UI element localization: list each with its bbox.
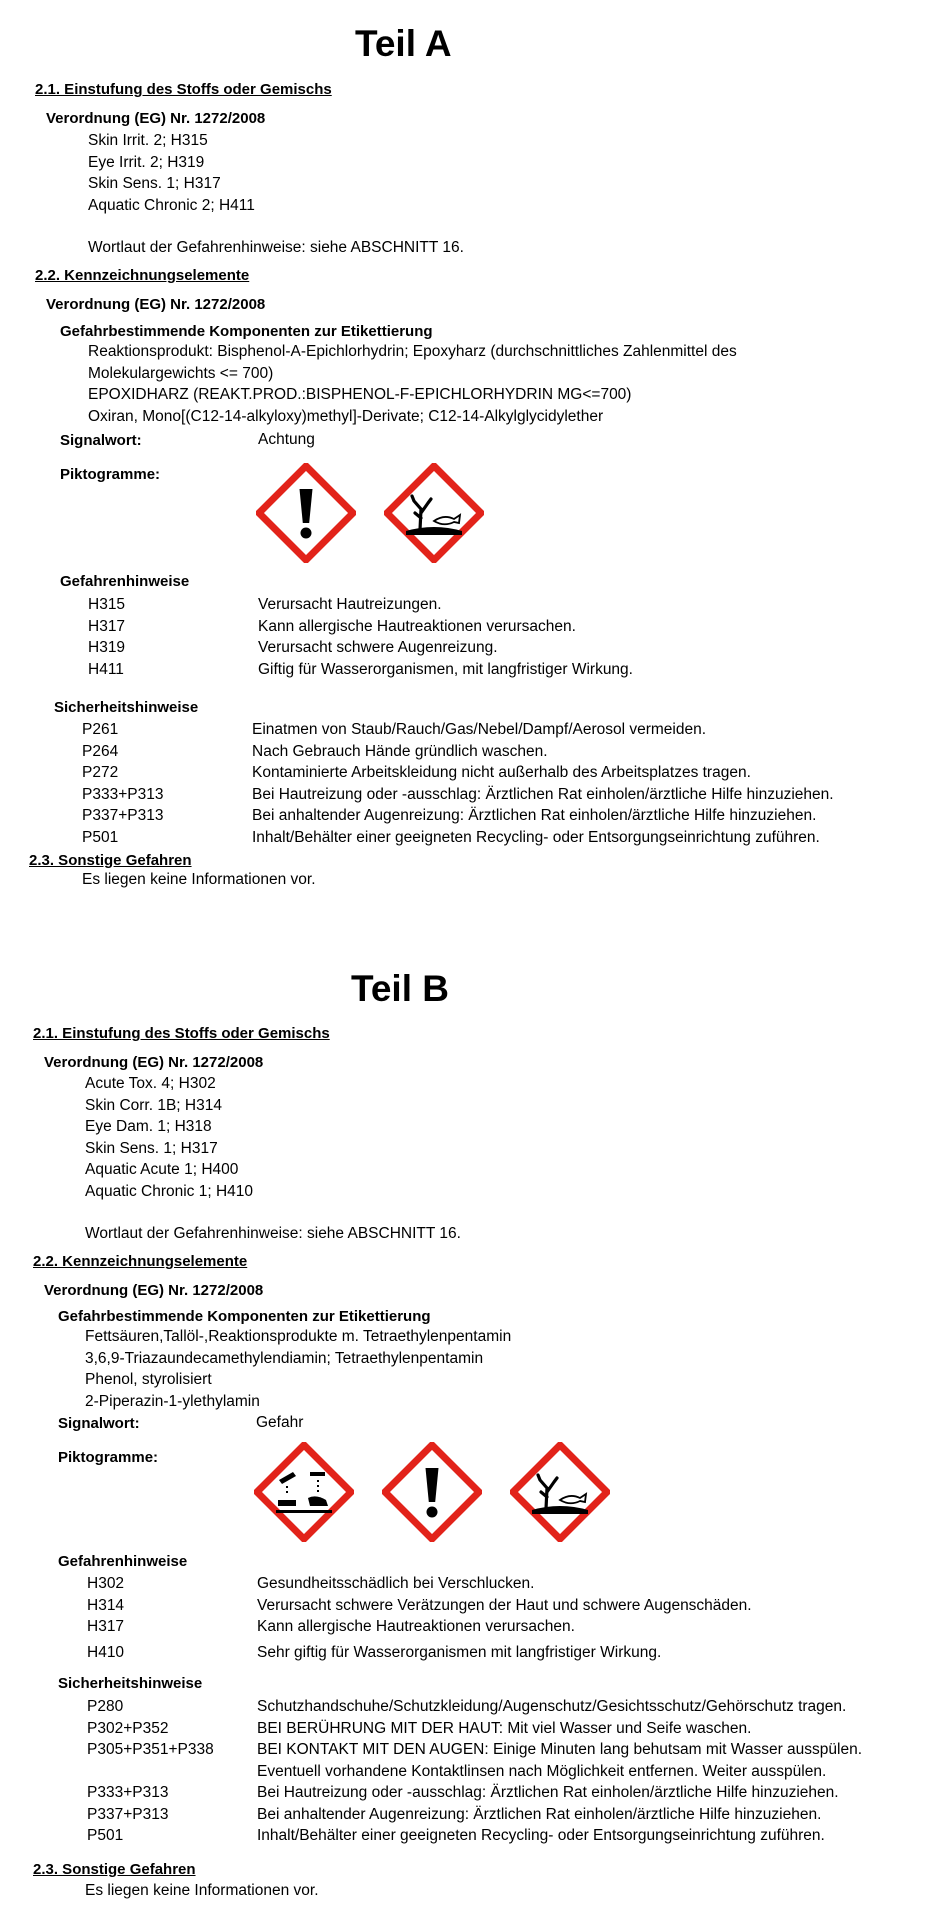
classification-list [88, 130, 255, 216]
precaution-row [87, 1739, 862, 1761]
regulation-label: Verordnung (EG) Nr. 1272/2008 [46, 110, 266, 127]
signal-word-label: Signalwort: [58, 1415, 140, 1432]
pictograms-label: Piktogramme: [58, 1449, 159, 1466]
section-2-3-heading: 2.3. Sonstige Gefahren [29, 852, 192, 869]
hazard-code: H317 [88, 617, 126, 635]
precaution-row [82, 784, 834, 806]
components-heading: Gefahrbestimmende Komponenten zur Etikettierung [60, 323, 433, 340]
signal-word-value: Gefahr [256, 1414, 304, 1431]
precaution-code: P337+P313 [82, 807, 164, 824]
precaution-text: BEI KONTAKT MIT DEN AUGEN: Einige Minuten lang behutsam mit Wasser ausspülen. [257, 1741, 863, 1758]
hazard-text: Verursacht schwere Augenreizung. [258, 639, 498, 656]
precaution-text: Schutzhandschuhe/Schutzkleidung/Augenschutz/Gesichtsschutz/Gehörschutz tragen. [257, 1698, 847, 1715]
classification-item: Aquatic Acute 1; H400 [85, 1161, 239, 1178]
hazard-code: H411 [88, 660, 124, 678]
precaution-text: Inhalt/Behälter einer geeigneten Recycling- oder Entsorgungseinrichtung zuführen. [252, 828, 820, 846]
hazard-statements-heading: Gefahrenhinweise [58, 1553, 188, 1570]
hazard-text: Giftig für Wasserorganismen, mit langfristiger Wirkung. [258, 660, 633, 678]
component-item: EPOXIDHARZ (REAKT.PROD.:BISPHENOL-F-EPICHLORHYDRIN MG<=700) [88, 386, 632, 403]
hazard-row [87, 1573, 752, 1595]
precaution-code [87, 1761, 257, 1783]
precaution-text: Bei Hautreizung oder -ausschlag: Ärztlichen Rat einholen/ärztliche Hilfe hinzuziehen. [257, 1784, 839, 1801]
regulation-label: Verordnung (EG) Nr. 1272/2008 [44, 1054, 264, 1071]
hazard-text: Sehr giftig für Wasserorganismen mit langfristiger Wirkung. [257, 1643, 662, 1661]
classification-item: Skin Sens. 1; H317 [85, 1139, 218, 1157]
classification-item: Aquatic Chronic 2; H411 [88, 196, 255, 214]
section-2-3-heading: 2.3. Sonstige Gefahren [33, 1861, 196, 1878]
pictograms-label: Piktogramme: [60, 466, 161, 483]
components-list [85, 1326, 511, 1412]
precaution-code: P333+P313 [87, 1784, 169, 1801]
classification-item: Acute Tox. 4; H302 [85, 1075, 216, 1092]
classification-list [85, 1073, 253, 1202]
precaution-code: P337+P313 [87, 1805, 169, 1823]
precautionary-statements-heading: Sicherheitshinweise [58, 1675, 203, 1692]
precaution-code: P302+P352 [87, 1719, 169, 1737]
precaution-text: Eventuell vorhandene Kontaktlinsen nach Möglichkeit entfernen. Weiter ausspülen. [257, 1762, 827, 1780]
classification-item: Skin Sens. 1; H317 [88, 175, 221, 192]
precaution-row [82, 827, 834, 849]
precaution-text: BEI BERÜHRUNG MIT DER HAUT: Mit viel Wasser und Seife waschen. [257, 1719, 752, 1737]
precaution-code: P305+P351+P338 [87, 1741, 214, 1758]
precaution-code: P272 [82, 764, 119, 781]
part-b-title: Teil B [351, 968, 449, 1009]
hazard-text: Kann allergische Hautreaktionen verursachen. [258, 617, 576, 635]
signal-word-value: Achtung [258, 431, 315, 448]
section-2-2-heading: 2.2. Kennzeichnungselemente [33, 1253, 248, 1270]
component-item: Phenol, styrolisiert [85, 1371, 212, 1388]
precaution-row [82, 741, 834, 763]
hazard-text: Verursacht Hautreizungen. [258, 596, 442, 613]
hazard-row [88, 616, 633, 638]
precaution-row [87, 1825, 862, 1847]
classification-item: Skin Corr. 1B; H314 [85, 1096, 222, 1114]
precaution-row [87, 1761, 862, 1783]
precaution-text: Bei Hautreizung oder -ausschlag: Ärztlichen Rat einholen/ärztliche Hilfe hinzuziehen. [252, 785, 834, 803]
precaution-text: Nach Gebrauch Hände gründlich waschen. [252, 742, 548, 760]
component-item: Fettsäuren,Tallöl-,Reaktionsprodukte m. Tetraethylenpentamin [85, 1328, 512, 1345]
pictogram-row [254, 1442, 638, 1542]
hazard-statements-heading: Gefahrenhinweise [60, 573, 190, 590]
component-item: 3,6,9-Triazaundecamethylendiamin; Tetraethylenpentamin [85, 1349, 484, 1367]
environment-icon [510, 1442, 610, 1542]
hazard-statements-list [88, 594, 633, 680]
precaution-code: P264 [82, 742, 119, 760]
hazard-code: H302 [87, 1575, 125, 1592]
part-a-title: Teil A [355, 23, 452, 64]
hazard-code: H314 [87, 1596, 125, 1614]
precaution-code: P280 [87, 1698, 124, 1715]
hazard-code: H319 [88, 639, 126, 656]
regulation-label: Verordnung (EG) Nr. 1272/2008 [44, 1282, 264, 1299]
wording-note: Wortlaut der Gefahrenhinweise: siehe ABSCHNITT 16. [85, 1225, 461, 1242]
precaution-row [82, 762, 834, 784]
precaution-row [87, 1804, 862, 1826]
precaution-row [82, 719, 834, 741]
classification-item: Skin Irrit. 2; H315 [88, 132, 208, 149]
components-heading: Gefahrbestimmende Komponenten zur Etikettierung [58, 1308, 431, 1325]
hazard-row [87, 1616, 752, 1638]
hazard-code: H315 [88, 596, 126, 613]
environment-icon [384, 463, 484, 563]
precautionary-statements-heading: Sicherheitshinweise [54, 699, 199, 716]
component-item: Reaktionsprodukt: Bisphenol-A-Epichlorhydrin; Epoxyharz (durchschnittliches Zahlenmittel des [88, 343, 737, 360]
hazard-code: H317 [87, 1618, 125, 1635]
hazard-row [87, 1642, 752, 1664]
regulation-label: Verordnung (EG) Nr. 1272/2008 [46, 296, 266, 313]
section-2-1-heading: 2.1. Einstufung des Stoffs oder Gemischs [35, 81, 332, 98]
hazard-row [88, 594, 633, 616]
pictogram-row [256, 463, 512, 563]
section-2-1-heading: 2.1. Einstufung des Stoffs oder Gemischs [33, 1025, 330, 1042]
classification-item: Eye Dam. 1; H318 [85, 1118, 212, 1135]
hazard-text: Verursacht schwere Verätzungen der Haut und schwere Augenschäden. [257, 1596, 752, 1614]
precaution-row [87, 1696, 862, 1718]
precaution-code: P501 [82, 828, 119, 846]
precautionary-statements-list [87, 1696, 862, 1847]
wording-note: Wortlaut der Gefahrenhinweise: siehe ABSCHNITT 16. [88, 239, 464, 256]
precaution-text: Kontaminierte Arbeitskleidung nicht außerhalb des Arbeitsplatzes tragen. [252, 764, 751, 781]
hazard-statements-list [87, 1573, 752, 1663]
precaution-text: Bei anhaltender Augenreizung: Ärztlichen Rat einholen/ärztliche Hilfe hinzuziehen. [252, 807, 817, 824]
precaution-code: P333+P313 [82, 785, 164, 803]
precaution-row [82, 805, 834, 827]
precaution-code: P261 [82, 721, 119, 738]
hazard-text: Kann allergische Hautreaktionen verursachen. [257, 1618, 575, 1635]
precautionary-statements-list [82, 719, 834, 848]
hazard-text: Gesundheitsschädlich bei Verschlucken. [257, 1575, 535, 1592]
hazard-row [87, 1595, 752, 1617]
hazard-row [88, 659, 633, 681]
signal-word-label: Signalwort: [60, 432, 142, 449]
other-hazards-text: Es liegen keine Informationen vor. [85, 1882, 319, 1899]
component-item: Oxiran, Mono[(C12-14-alkyloxy)methyl]-Derivate; C12-14-Alkylglycidylether [88, 407, 604, 425]
classification-item: Eye Irrit. 2; H319 [88, 153, 205, 171]
component-item: Molekulargewichts <= 700) [88, 364, 274, 382]
corrosion-icon [254, 1442, 354, 1542]
hazard-row [88, 637, 633, 659]
precaution-row [87, 1782, 862, 1804]
component-item: 2-Piperazin-1-ylethylamin [85, 1392, 260, 1410]
section-2-2-heading: 2.2. Kennzeichnungselemente [35, 267, 250, 284]
precaution-row [87, 1718, 862, 1740]
components-list [88, 341, 737, 427]
precaution-text: Inhalt/Behälter einer geeigneten Recycling- oder Entsorgungseinrichtung zuführen. [257, 1827, 825, 1844]
exclamation-mark-icon [256, 463, 356, 563]
classification-item: Aquatic Chronic 1; H410 [85, 1182, 254, 1200]
hazard-code: H410 [87, 1643, 125, 1661]
other-hazards-text: Es liegen keine Informationen vor. [82, 871, 316, 888]
precaution-text: Bei anhaltender Augenreizung: Ärztlichen Rat einholen/ärztliche Hilfe hinzuziehen. [257, 1805, 822, 1823]
precaution-text: Einatmen von Staub/Rauch/Gas/Nebel/Dampf/Aerosol vermeiden. [252, 721, 707, 738]
exclamation-mark-icon [382, 1442, 482, 1542]
precaution-code: P501 [87, 1827, 124, 1844]
